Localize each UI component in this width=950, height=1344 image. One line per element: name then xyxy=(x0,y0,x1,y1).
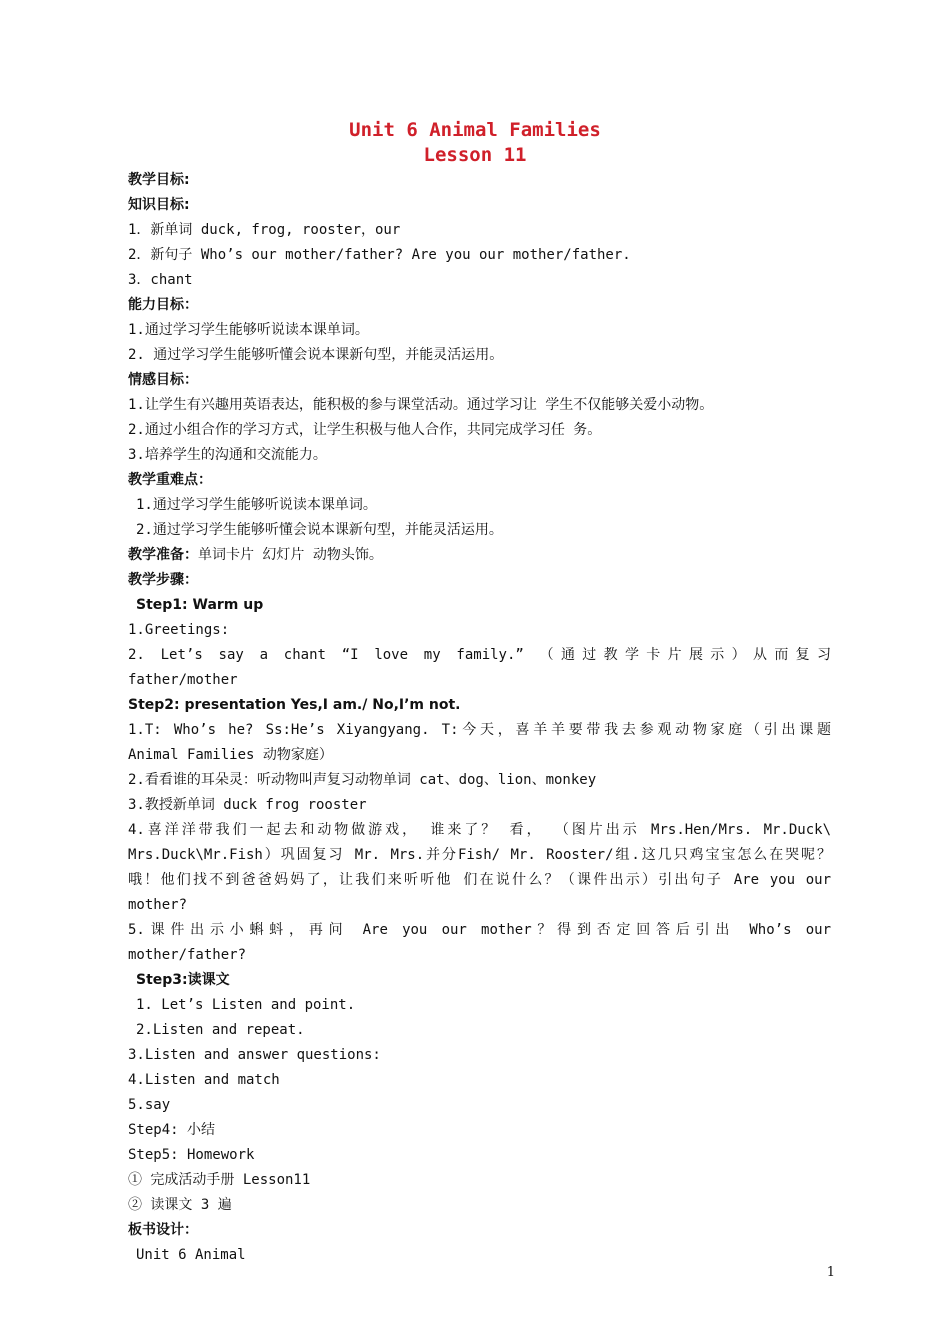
lesson-subtitle: Lesson 11 xyxy=(423,144,527,166)
text-line: Mrs.Duck\Mr.Fish）巩固复习 Mr. Mrs.并分Fish/ Mr. Rooster/组.这几只鸡宝宝怎么在哭呢？ xyxy=(128,847,831,863)
text-line: 哦！他们找不到爸爸妈妈了，让我们来听听他 们在说什么？（课件出示）引出句子 Are you our xyxy=(128,872,831,888)
text-line: 1.Greetings: xyxy=(128,622,230,638)
text-line: 2. 通过学习学生能够听懂会说本课新句型，并能灵活运用。 xyxy=(128,347,504,363)
text-line: 2.通过小组合作的学习方式，让学生积极与他人合作，共同完成学习任 务。 xyxy=(128,422,602,438)
step1-heading: Step1: Warm up xyxy=(136,597,264,613)
text-line: 3.培养学生的沟通和交流能力。 xyxy=(128,447,327,463)
text-line: mother/father? xyxy=(128,947,247,963)
heading-teaching-goals: 教学目标: xyxy=(128,172,190,188)
text-line: 2．新句子 Who’s our mother/father? Are you our mother/father. xyxy=(128,247,631,263)
text-line: 3.教授新单词 duck frog rooster xyxy=(128,797,367,813)
text-line: father/mother xyxy=(128,672,238,688)
text-line: 1.T: Who’s he? Ss:He’s Xiyangyang. T:今天，喜羊羊要带我去参观动物家庭（引出课题 xyxy=(128,722,831,738)
text-line: 1．新单词 duck, frog, rooster，our xyxy=(128,222,401,238)
text-line: 1. Let’s Listen and point. xyxy=(136,997,356,1013)
page-number: 1 xyxy=(826,1265,835,1280)
step2-heading: Step2: presentation Yes,I am./ No,I’m not. xyxy=(128,697,461,713)
heading-teaching-steps: 教学步骤： xyxy=(128,572,198,588)
heading-knowledge-goals: 知识目标: xyxy=(128,197,190,213)
text-line: 1.通过学习学生能够听说读本课单词。 xyxy=(136,497,377,513)
text-line: 4.喜洋洋带我们一起去和动物做游戏， 谁来了？ 看， （图片出示 Mrs.Hen/Mrs. Mr.Duck\ xyxy=(128,822,831,838)
text-line: 2.Listen and repeat. xyxy=(136,1022,305,1038)
text-line: 2.看看谁的耳朵灵：听动物叫声复习动物单词 cat、dog、lion、monkey xyxy=(128,772,597,788)
text-line: 4.Listen and match xyxy=(128,1072,280,1088)
text-line: Animal Families 动物家庭） xyxy=(128,747,333,763)
heading-ability-goals: 能力目标： xyxy=(128,297,198,313)
heading-key-points: 教学重难点： xyxy=(128,472,212,488)
teaching-prep-line xyxy=(128,545,831,565)
heading-teaching-prep: 教学准备： xyxy=(128,547,198,563)
text-line: 1.让学生有兴趣用英语表达，能积极的参与课堂活动。通过学习让 学生不仅能够关爱小动物。 xyxy=(128,397,714,413)
step4-line: Step4: 小结 xyxy=(128,1122,216,1138)
homework-item-2: ② 读课文 3 遍 xyxy=(128,1197,232,1213)
heading-board-design: 板书设计： xyxy=(128,1222,198,1238)
heading-emotional-goals: 情感目标： xyxy=(128,372,198,388)
text-line: 1.通过学习学生能够听说读本课单词。 xyxy=(128,322,369,338)
text-line: 5.课件出示小蝌蚪，再问 Are you our mother？得到否定回答后引出 Who’s our xyxy=(128,922,831,938)
text-line: 2. Let’s say a chant “I love my family.” （通过教学卡片展示）从而复习 xyxy=(128,647,831,663)
text-line: 5.say xyxy=(128,1097,171,1113)
step3-heading: Step3:读课文 xyxy=(136,972,230,988)
text-line: 3.Listen and answer questions: xyxy=(128,1047,381,1063)
homework-item-1: ① 完成活动手册 Lesson11 xyxy=(128,1172,311,1188)
document-title: Unit 6 Animal Families xyxy=(349,119,601,141)
board-design-line: Unit 6 Animal xyxy=(136,1247,246,1263)
text-line: 2.通过学习学生能够听懂会说本课新句型，并能灵活运用。 xyxy=(136,522,503,538)
step5-line: Step5: Homework xyxy=(128,1147,255,1163)
text-line: mother? xyxy=(128,897,188,913)
teaching-prep-text: 单词卡片 幻灯片 动物头饰。 xyxy=(198,547,383,563)
text-line: 3．chant xyxy=(128,272,193,288)
